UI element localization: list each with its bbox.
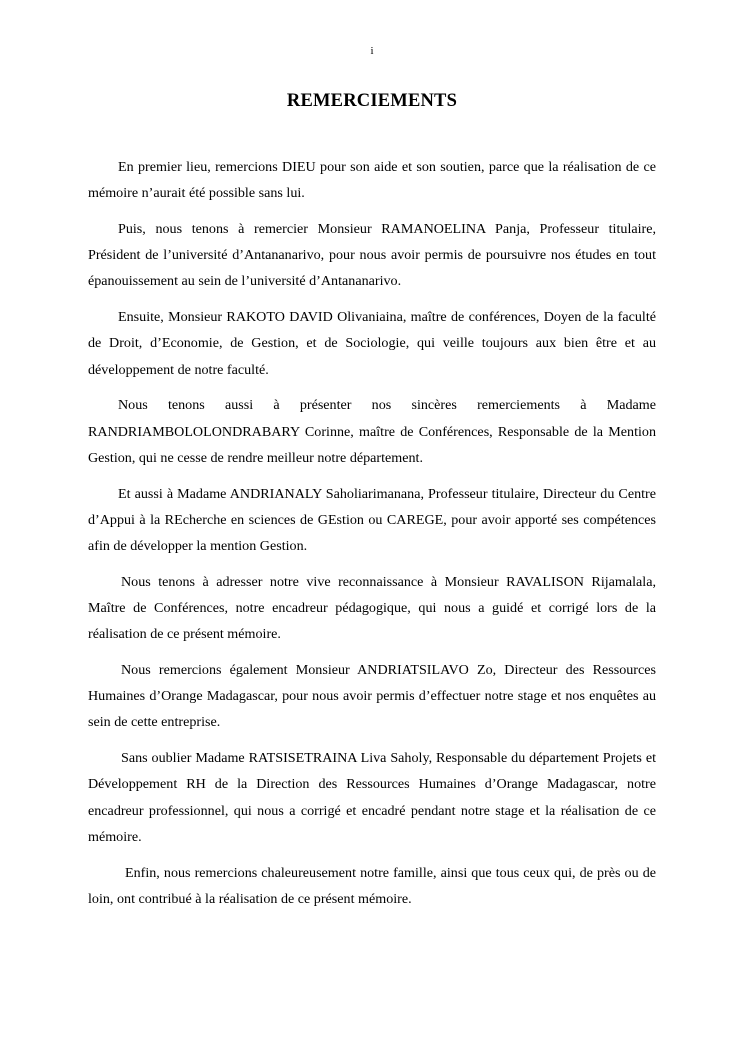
paragraph-intro: En premier lieu, remercions DIEU pour son aide et son soutien, parce que la réalisation de ce mémoire n’aurait été possible sans lui. [88, 159, 656, 202]
paragraph-president: Puis, nous tenons à remercier Monsieur RAMANOELINA Panja, Professeur titulaire, Président de l’université d’Antananarivo, pour nous avoir permis de poursuivre nos études en tout épanouissement au sein de l’université d’Antananarivo. [88, 221, 656, 290]
page-number: i [370, 45, 374, 57]
paragraph-carege-director: Et aussi à Madame ANDRIANALY Saholiarimanana, Professeur titulaire, Directeur du Centre d’Appui à la REcherche en sciences de GEstion ou CAREGE, pour avoir apporté ses compétences afin de développer la mention Gestion. [88, 485, 656, 555]
acknowledgements-body [88, 154, 656, 922]
paragraph-professional-supervisor: Sans oublier Madame RATSISETRAINA Liva Saholy, Responsable du département Projets et Développement RH de la Direction des Ressources Humaines d’Orange Madagascar, notre encadreur professionnel, qui nous a corrigé et encadré pendant notre stage et la réalisation de ce mémoire. [88, 750, 656, 845]
paragraph-family: Enfin, nous remercions chaleureusement notre famille, ainsi que tous ceux qui, de près ou de loin, ont contribué à la réalisation de ce présent mémoire. [88, 864, 656, 907]
paragraph-dean: Ensuite, Monsieur RAKOTO DAVID Olivaniaina, maître de conférences, Doyen de la faculté de Droit, d’Economie, de Gestion, et de Sociologie, qui veille toujours aux bien être et au développement de notre faculté. [88, 309, 656, 378]
paragraph-mention-head: Nous tenons aussi à présenter nos sincères remerciements à Madame RANDRIAMBOLOLONDRABARY Corinne, maître de Conférences, Responsable de la Mention Gestion, qui ne cesse de rendre meilleur notre département. [88, 397, 656, 466]
paragraph-hr-director: Nous remercions également Monsieur ANDRIATSILAVO Zo, Directeur des Ressources Humaines d’Orange Madagascar, pour nous avoir permis d’effectuer notre stage et nos enquêtes au sein de cette entreprise. [88, 662, 656, 731]
page-title: REMERCIEMENTS [286, 91, 458, 111]
paragraph-academic-supervisor: Nous tenons à adresser notre vive reconnaissance à Monsieur RAVALISON Rijamalala, Maître de Conférences, notre encadreur pédagogique, qui nous a guidé et corrigé lors de la réalisation de ce présent mémoire. [88, 573, 656, 643]
